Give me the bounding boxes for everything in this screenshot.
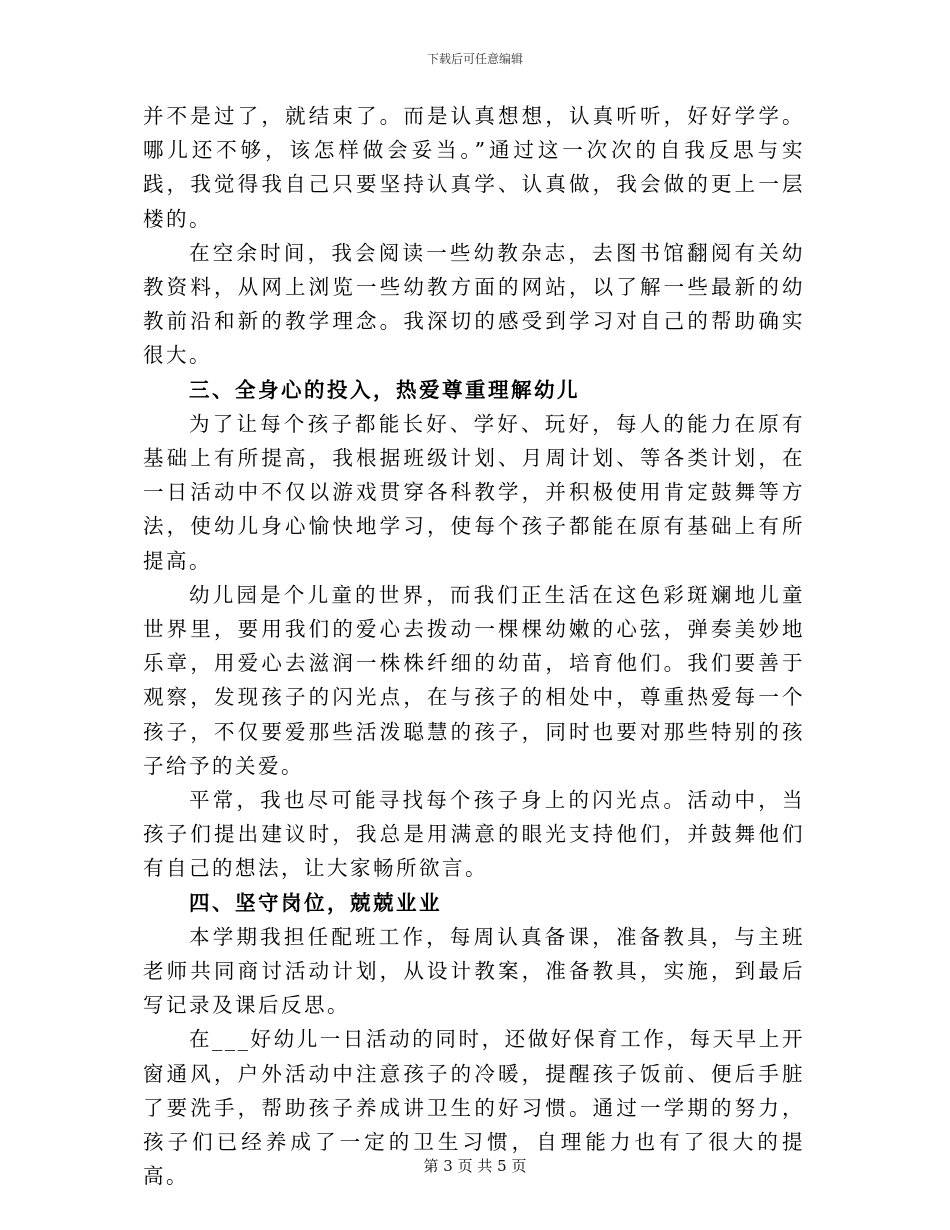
paragraph: 为了让每个孩子都能长好、学好、玩好，每人的能力在原有基础上有所提高，我根据班级计划、月周计划、等各类计划，在一日活动中不仅以游戏贯穿各科教学，并积极使用肯定鼓舞等方法，使幼儿身心愉快地学习，使每个孩子都能在原有基础上有所提高。 [143, 411, 805, 573]
document-body [143, 99, 805, 1194]
paragraph: 在___好幼儿一日活动的同时，还做好保育工作，每天早上开窗通风，户外活动中注意孩子的冷暖，提醒孩子饭前、便后手脏了要洗手，帮助孩子养成讲卫生的好习惯。通过一学期的努力，孩子们已经养成了一定的卫生习惯，自理能力也有了很大的提高。 [143, 1027, 805, 1189]
page-header: 下载后可任意编辑 [426, 52, 523, 66]
paragraph: 本学期我担任配班工作，每周认真备课，准备教具，与主班老师共同商讨活动计划，从设计教案，准备教具，实施，到最后写记录及课后反思。 [143, 924, 805, 1018]
paragraph: 幼儿园是个儿童的世界，而我们正生活在这色彩斑斓地儿童世界里，要用我们的爱心去拨动一棵棵幼嫩的心弦，弹奏美妙地乐章，用爱心去滋润一株株纤细的幼苗，培育他们。我们要善于观察，发现孩子的闪光点，在与孩子的相处中，尊重热爱每一个孩子，不仅要爱那些活泼聪慧的孩子，同时也要对那些特别的孩子给予的关爱。 [143, 582, 805, 778]
paragraph: 并不是过了，就结束了。而是认真想想，认真听听，好好学学。哪儿还不够，该怎样做会妥当。”通过这一次次的自我反思与实践，我觉得我自己只要坚持认真学、认真做，我会做的更上一层楼的。 [143, 104, 805, 231]
section-heading: 三、全身心的投入，热爱尊重理解幼儿 [189, 377, 580, 402]
paragraph: 在空余时间，我会阅读一些幼教杂志，去图书馆翻阅有关幼教资料，从网上浏览一些幼教方面的网站，以了解一些最新的幼教前沿和新的教学理念。我深切的感受到学习对自己的帮助确实很大。 [143, 240, 805, 368]
paragraph: 平常，我也尽可能寻找每个孩子身上的闪光点。活动中，当孩子们提出建议时，我总是用满意的眼光支持他们，并鼓舞他们有自己的想法，让大家畅所欲言。 [143, 788, 805, 881]
page-footer: 第 3 页 共 5 页 [423, 1157, 527, 1175]
section-heading: 四、坚守岗位，兢兢业业 [189, 890, 442, 915]
